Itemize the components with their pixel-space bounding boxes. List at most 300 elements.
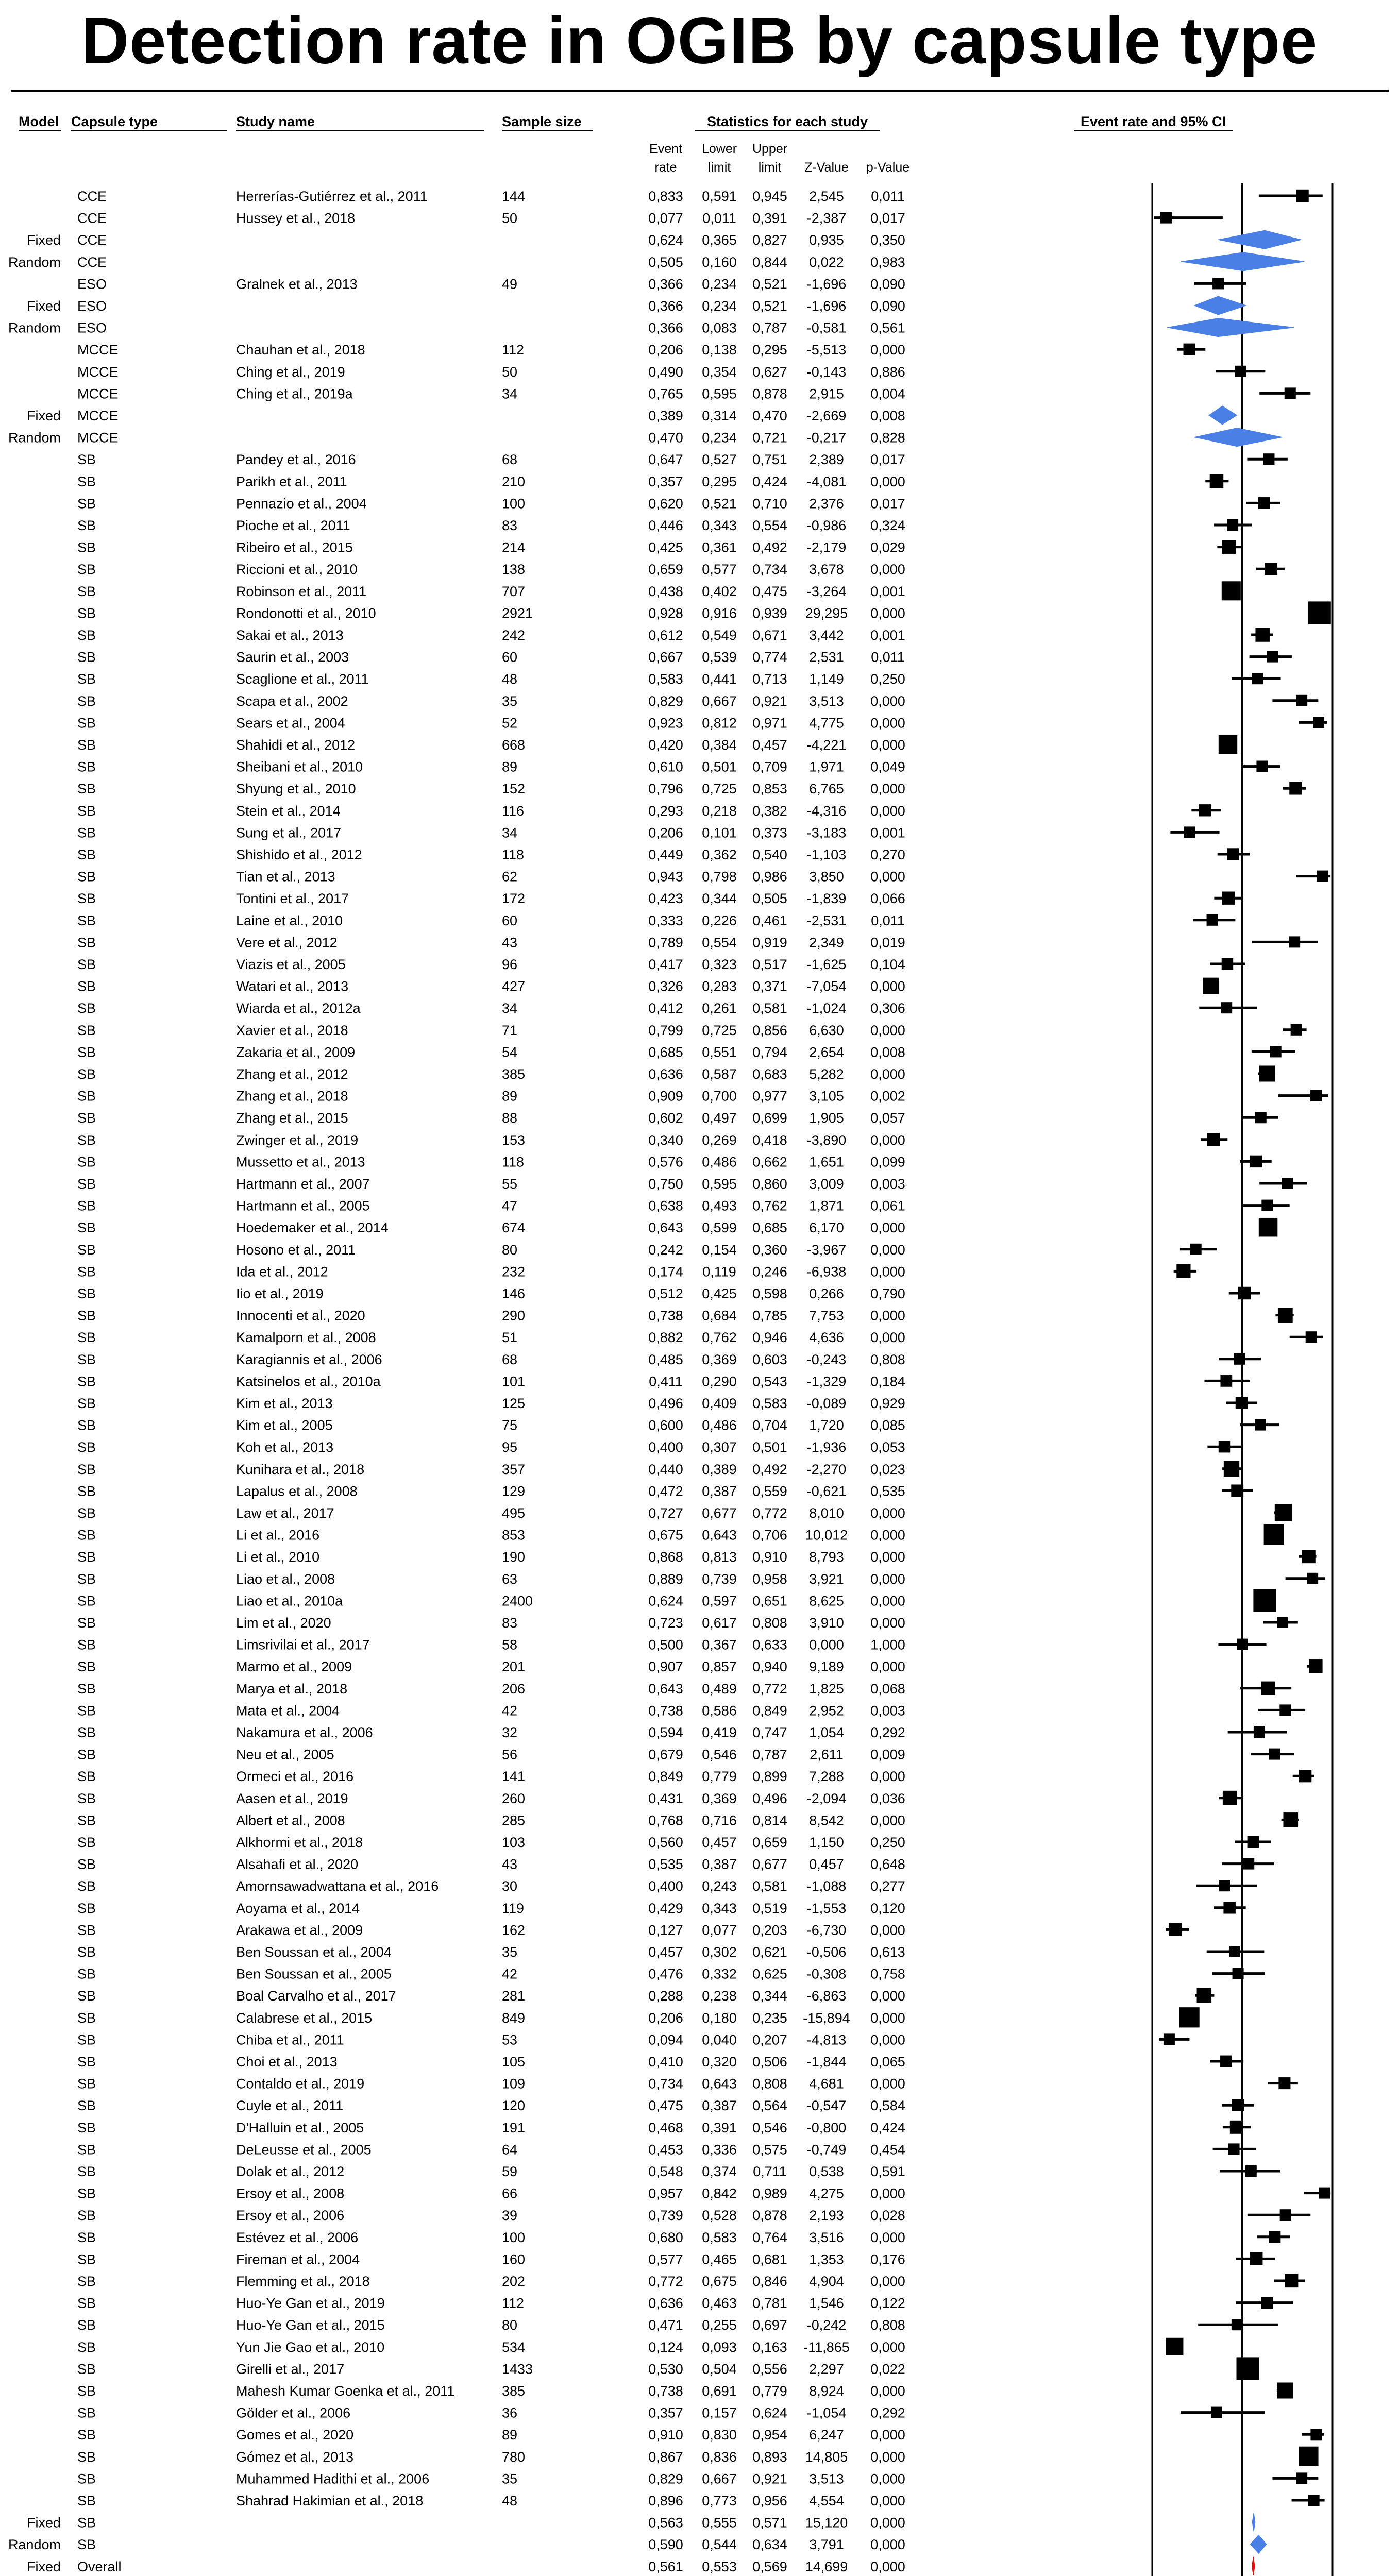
- effect-square: [1289, 936, 1300, 947]
- row-model: Random: [8, 320, 61, 336]
- row-z-value: 9,189: [809, 1659, 844, 1675]
- row-capsule-type: SB: [77, 2339, 96, 2355]
- row-study-name: Marya et al., 2018: [236, 1681, 348, 1697]
- row-study-name: Tontini et al., 2017: [236, 891, 349, 907]
- row-p-value: 0,983: [870, 254, 905, 270]
- row-study-name: Huo-Ye Gan et al., 2015: [236, 2317, 385, 2333]
- row-sample-size: 120: [502, 2098, 526, 2114]
- effect-square: [1306, 1331, 1317, 1343]
- row-capsule-type: MCCE: [77, 342, 119, 358]
- row-sample-size: 201: [502, 1659, 526, 1675]
- row-z-value: 1,905: [809, 1110, 844, 1126]
- row-lower-limit: 0,486: [702, 1417, 737, 1433]
- row-capsule-type: SB: [77, 2493, 96, 2509]
- row-event-rate: 0,768: [648, 1812, 683, 1828]
- row-z-value: -6,938: [806, 1264, 847, 1280]
- row-model: Random: [8, 2537, 61, 2553]
- row-event-rate: 0,789: [648, 935, 683, 951]
- row-model: Random: [8, 430, 61, 446]
- row-event-rate: 0,389: [648, 408, 683, 423]
- row-z-value: 15,120: [805, 2515, 848, 2531]
- row-capsule-type: SB: [77, 2449, 96, 2465]
- row-event-rate: 0,357: [648, 473, 683, 489]
- row-event-rate: 0,449: [648, 847, 683, 862]
- effect-square: [1176, 1264, 1190, 1278]
- row-z-value: -2,531: [806, 912, 847, 928]
- row-p-value: 0,000: [870, 2449, 905, 2465]
- row-p-value: 0,068: [870, 1681, 905, 1697]
- row-z-value: 3,678: [809, 562, 844, 578]
- row-event-rate: 0,889: [648, 1571, 683, 1587]
- effect-square: [1250, 1156, 1262, 1167]
- effect-square: [1234, 1353, 1245, 1365]
- row-capsule-type: SB: [77, 1747, 96, 1762]
- row-p-value: 0,104: [870, 957, 905, 972]
- row-sample-size: 260: [502, 1790, 526, 1806]
- effect-square: [1210, 474, 1224, 488]
- row-z-value: 1,720: [809, 1417, 844, 1433]
- row-event-rate: 0,643: [648, 1220, 683, 1236]
- row-lower-limit: 0,344: [702, 891, 737, 907]
- row-event-rate: 0,583: [648, 671, 683, 687]
- row-upper-limit: 0,772: [752, 1681, 787, 1697]
- row-lower-limit: 0,675: [702, 2274, 737, 2289]
- row-p-value: 0,000: [870, 1549, 905, 1565]
- row-capsule-type: SB: [77, 1681, 96, 1697]
- row-capsule-type: SB: [77, 2274, 96, 2289]
- row-p-value: 0,017: [870, 496, 905, 512]
- effect-square: [1269, 1749, 1280, 1760]
- row-event-rate: 0,446: [648, 518, 683, 533]
- row-sample-size: 66: [502, 2185, 518, 2201]
- row-event-rate: 0,600: [648, 1417, 683, 1433]
- row-upper-limit: 0,685: [752, 1220, 787, 1236]
- row-capsule-type: SB: [77, 1769, 96, 1785]
- row-p-value: 0,000: [870, 2427, 905, 2443]
- row-study-name: Mussetto et al., 2013: [236, 1154, 365, 1170]
- row-capsule-type: SB: [77, 649, 96, 665]
- row-capsule-type: SB: [77, 2295, 96, 2311]
- row-sample-size: 2400: [502, 1593, 533, 1609]
- row-upper-limit: 0,554: [752, 518, 787, 533]
- row-p-value: 0,023: [870, 1461, 905, 1477]
- row-study-name: Xavier et al., 2018: [236, 1022, 348, 1038]
- row-lower-limit: 0,269: [702, 1132, 737, 1148]
- row-sample-size: 2921: [502, 605, 533, 621]
- row-study-name: Laine et al., 2010: [236, 912, 343, 928]
- row-sample-size: 116: [502, 803, 525, 819]
- row-sample-size: 112: [502, 2295, 525, 2311]
- row-upper-limit: 0,659: [752, 1835, 787, 1850]
- row-study-name: Ben Soussan et al., 2004: [236, 1944, 392, 1960]
- row-z-value: -3,183: [806, 825, 847, 841]
- row-z-value: 8,542: [809, 1812, 844, 1828]
- effect-square: [1308, 2495, 1320, 2506]
- row-capsule-type: MCCE: [77, 408, 119, 423]
- row-event-rate: 0,772: [648, 2274, 683, 2289]
- row-study-name: Pandey et al., 2016: [236, 452, 356, 468]
- row-study-name: Hosono et al., 2011: [236, 1242, 356, 1258]
- row-event-rate: 0,624: [648, 1593, 683, 1609]
- row-event-rate: 0,077: [648, 210, 683, 226]
- row-z-value: 1,054: [809, 1725, 844, 1740]
- row-upper-limit: 0,764: [752, 2229, 787, 2245]
- row-sample-size: 58: [502, 1637, 518, 1653]
- row-event-rate: 0,333: [648, 912, 683, 928]
- row-z-value: 3,009: [809, 1176, 844, 1192]
- effect-square: [1227, 848, 1239, 860]
- row-study-name: Kim et al., 2005: [236, 1417, 333, 1433]
- row-event-rate: 0,485: [648, 1351, 683, 1367]
- row-p-value: 0,009: [870, 1747, 905, 1762]
- row-upper-limit: 0,203: [752, 1922, 787, 1938]
- row-lower-limit: 0,830: [702, 2427, 737, 2443]
- row-study-name: Viazis et al., 2005: [236, 957, 346, 972]
- effect-square: [1238, 1287, 1251, 1299]
- row-capsule-type: SB: [77, 2208, 96, 2224]
- row-capsule-type: CCE: [77, 210, 107, 226]
- row-p-value: 0,000: [870, 2471, 905, 2487]
- row-event-rate: 0,411: [649, 1374, 683, 1389]
- row-sample-size: 54: [502, 1044, 518, 1060]
- effect-square: [1232, 2099, 1244, 2111]
- row-event-rate: 0,127: [648, 1922, 683, 1938]
- row-lower-limit: 0,101: [702, 825, 737, 841]
- row-study-name: Shishido et al., 2012: [236, 847, 362, 862]
- row-upper-limit: 0,621: [752, 1944, 787, 1960]
- effect-square: [1253, 1589, 1276, 1612]
- row-lower-limit: 0,367: [702, 1637, 737, 1653]
- row-p-value: 0,929: [870, 1396, 905, 1411]
- row-capsule-type: SB: [77, 1286, 96, 1301]
- row-p-value: 0,000: [870, 473, 905, 489]
- effect-square: [1307, 1573, 1318, 1584]
- row-upper-limit: 0,779: [752, 2383, 787, 2399]
- row-capsule-type: SB: [77, 2010, 96, 2026]
- row-p-value: 1,000: [870, 1637, 905, 1653]
- row-study-name: Saurin et al., 2003: [236, 649, 349, 665]
- row-p-value: 0,000: [870, 1922, 905, 1938]
- row-lower-limit: 0,501: [702, 759, 737, 775]
- row-capsule-type: SB: [77, 1001, 96, 1016]
- row-z-value: 1,546: [809, 2295, 844, 2311]
- row-z-value: -1,844: [806, 2054, 847, 2070]
- row-study-name: Gomes et al., 2020: [236, 2427, 354, 2443]
- row-upper-limit: 0,844: [752, 254, 787, 270]
- row-study-name: Ching et al., 2019: [236, 364, 345, 380]
- row-z-value: 29,295: [805, 605, 848, 621]
- row-z-value: 0,538: [809, 2164, 844, 2179]
- row-event-rate: 0,796: [648, 781, 683, 797]
- row-event-rate: 0,738: [648, 1308, 683, 1324]
- header-study-name: Study name: [236, 114, 315, 129]
- row-capsule-type: SB: [77, 2076, 96, 2092]
- row-sample-size: 242: [502, 628, 526, 643]
- row-capsule-type: SB: [77, 1549, 96, 1565]
- row-p-value: 0,000: [870, 2558, 905, 2574]
- row-sample-size: 118: [502, 847, 525, 862]
- row-p-value: 0,000: [870, 1132, 905, 1148]
- row-capsule-type: SB: [77, 1176, 96, 1192]
- row-study-name: Nakamura et al., 2006: [236, 1725, 373, 1740]
- row-upper-limit: 0,774: [752, 649, 787, 665]
- row-p-value: 0,017: [870, 452, 905, 468]
- row-event-rate: 0,496: [648, 1396, 683, 1411]
- row-p-value: 0,277: [870, 1878, 905, 1894]
- row-lower-limit: 0,320: [702, 2054, 737, 2070]
- row-upper-limit: 0,501: [752, 1439, 787, 1455]
- row-lower-limit: 0,234: [702, 276, 737, 292]
- row-upper-limit: 0,762: [752, 1198, 787, 1214]
- row-z-value: 2,531: [809, 649, 844, 665]
- row-event-rate: 0,612: [648, 628, 683, 643]
- row-lower-limit: 0,842: [702, 2185, 737, 2201]
- row-event-rate: 0,907: [648, 1659, 683, 1675]
- row-p-value: 0,000: [870, 1988, 905, 2004]
- row-lower-limit: 0,336: [702, 2142, 737, 2158]
- row-study-name: Rondonotti et al., 2010: [236, 605, 376, 621]
- row-p-value: 0,424: [870, 2120, 905, 2136]
- row-lower-limit: 0,549: [702, 628, 737, 643]
- row-event-rate: 0,624: [648, 232, 683, 248]
- row-z-value: 8,625: [809, 1593, 844, 1609]
- row-study-name: Shahrad Hakimian et al., 2018: [236, 2493, 424, 2509]
- row-p-value: 0,008: [870, 408, 905, 423]
- row-p-value: 0,008: [870, 1044, 905, 1060]
- row-sample-size: 138: [502, 562, 526, 578]
- row-study-name: Parikh et al., 2011: [236, 473, 347, 489]
- row-p-value: 0,591: [870, 2164, 905, 2179]
- row-event-rate: 0,512: [648, 1286, 683, 1301]
- row-lower-limit: 0,157: [702, 2405, 737, 2421]
- row-sample-size: 83: [502, 1615, 518, 1631]
- row-event-rate: 0,423: [648, 891, 683, 907]
- row-sample-size: 95: [502, 1439, 518, 1455]
- row-sample-size: 112: [502, 342, 525, 358]
- row-sample-size: 119: [502, 1900, 525, 1916]
- summary-diamond: [1209, 406, 1237, 425]
- row-lower-limit: 0,332: [702, 1966, 737, 1982]
- row-upper-limit: 0,721: [752, 430, 787, 446]
- row-upper-limit: 0,709: [752, 759, 787, 775]
- row-sample-size: 849: [502, 2010, 526, 2026]
- row-upper-limit: 0,546: [752, 2120, 787, 2136]
- row-z-value: -0,217: [806, 430, 847, 446]
- row-study-name: Katsinelos et al., 2010a: [236, 1374, 381, 1389]
- row-z-value: 4,275: [809, 2185, 844, 2201]
- row-capsule-type: SB: [77, 496, 96, 512]
- effect-square: [1223, 1791, 1237, 1805]
- row-study-name: Shahidi et al., 2012: [236, 737, 356, 753]
- row-event-rate: 0,765: [648, 386, 683, 402]
- row-p-value: 0,036: [870, 1790, 905, 1806]
- row-p-value: 0,049: [870, 759, 905, 775]
- effect-square: [1211, 2407, 1222, 2418]
- effect-square: [1254, 1726, 1265, 1738]
- row-sample-size: 52: [502, 715, 518, 731]
- row-lower-limit: 0,521: [702, 496, 737, 512]
- row-p-value: 0,000: [870, 1264, 905, 1280]
- row-study-name: Koh et al., 2013: [236, 1439, 334, 1455]
- row-sample-size: 357: [502, 1461, 526, 1477]
- row-lower-limit: 0,528: [702, 2208, 737, 2224]
- row-upper-limit: 0,246: [752, 1264, 787, 1280]
- effect-square: [1248, 1836, 1259, 1848]
- row-event-rate: 0,620: [648, 496, 683, 512]
- header-z-value: Z-Value: [804, 160, 849, 175]
- row-z-value: 6,765: [809, 781, 844, 797]
- row-capsule-type: SB: [77, 2142, 96, 2158]
- row-upper-limit: 0,827: [752, 232, 787, 248]
- row-capsule-type: SB: [77, 1835, 96, 1850]
- row-lower-limit: 0,691: [702, 2383, 737, 2399]
- row-upper-limit: 0,559: [752, 1483, 787, 1499]
- row-sample-size: 68: [502, 452, 518, 468]
- row-z-value: 6,630: [809, 1022, 844, 1038]
- row-p-value: 0,270: [870, 847, 905, 862]
- row-z-value: -0,547: [806, 2098, 847, 2114]
- effect-square: [1263, 453, 1274, 465]
- row-z-value: 2,193: [809, 2208, 844, 2224]
- effect-square: [1296, 2472, 1307, 2484]
- row-upper-limit: 0,699: [752, 1110, 787, 1126]
- row-event-rate: 0,923: [648, 715, 683, 731]
- row-sample-size: 191: [502, 2120, 526, 2136]
- row-study-name: Gölder et al., 2006: [236, 2405, 351, 2421]
- row-z-value: 2,297: [809, 2361, 844, 2377]
- row-capsule-type: SB: [77, 1922, 96, 1938]
- effect-square: [1236, 1397, 1248, 1409]
- row-sample-size: 48: [502, 2493, 518, 2509]
- row-study-name: Alkhormi et al., 2018: [236, 1835, 363, 1850]
- row-capsule-type: SB: [77, 1790, 96, 1806]
- row-p-value: 0,004: [870, 386, 905, 402]
- row-lower-limit: 0,489: [702, 1681, 737, 1697]
- row-p-value: 0,000: [870, 869, 905, 885]
- row-study-name: Lapalus et al., 2008: [236, 1483, 358, 1499]
- row-study-name: Li et al., 2016: [236, 1527, 320, 1543]
- row-study-name: Wiarda et al., 2012a: [236, 1001, 361, 1016]
- summary-diamond: [1194, 428, 1282, 447]
- row-lower-limit: 0,836: [702, 2449, 737, 2465]
- effect-square: [1222, 958, 1233, 970]
- row-sample-size: 495: [502, 1505, 526, 1521]
- effect-square: [1223, 1902, 1235, 1913]
- row-z-value: 1,971: [809, 759, 844, 775]
- row-p-value: 0,000: [870, 562, 905, 578]
- row-study-name: Muhammed Hadithi et al., 2006: [236, 2471, 430, 2487]
- row-z-value: 3,921: [809, 1571, 844, 1587]
- row-event-rate: 0,909: [648, 1088, 683, 1104]
- effect-square: [1317, 871, 1328, 882]
- row-event-rate: 0,438: [648, 583, 683, 599]
- row-capsule-type: SB: [77, 1220, 96, 1236]
- row-z-value: 7,753: [809, 1308, 844, 1324]
- effect-square: [1277, 1617, 1288, 1628]
- row-lower-limit: 0,361: [702, 539, 737, 555]
- row-lower-limit: 0,387: [702, 2098, 737, 2114]
- row-upper-limit: 0,751: [752, 452, 787, 468]
- row-capsule-type: SB: [77, 1396, 96, 1411]
- row-study-name: Gómez et al., 2013: [236, 2449, 354, 2465]
- row-z-value: -4,221: [806, 737, 847, 753]
- row-event-rate: 0,680: [648, 2229, 683, 2245]
- row-capsule-type: SB: [77, 1439, 96, 1455]
- row-upper-limit: 0,711: [753, 2164, 787, 2179]
- row-sample-size: 146: [502, 1286, 526, 1301]
- row-p-value: 0,000: [870, 1308, 905, 1324]
- row-sample-size: 129: [502, 1483, 526, 1499]
- row-lower-limit: 0,302: [702, 1944, 737, 1960]
- row-sample-size: 144: [502, 189, 526, 204]
- row-event-rate: 0,636: [648, 2295, 683, 2311]
- row-event-rate: 0,429: [648, 1900, 683, 1916]
- row-p-value: 0,454: [870, 2142, 905, 2158]
- row-upper-limit: 0,163: [752, 2339, 787, 2355]
- row-p-value: 0,000: [870, 715, 905, 731]
- header-event-rate: rate: [654, 160, 677, 175]
- row-lower-limit: 0,243: [702, 1878, 737, 1894]
- row-capsule-type: SB: [77, 847, 96, 862]
- row-event-rate: 0,727: [648, 1505, 683, 1521]
- row-event-rate: 0,738: [648, 2383, 683, 2399]
- row-sample-size: 1433: [502, 2361, 533, 2377]
- row-z-value: -5,513: [806, 342, 847, 358]
- row-p-value: 0,011: [871, 912, 905, 928]
- row-p-value: 0,808: [870, 1351, 905, 1367]
- row-upper-limit: 0,569: [752, 2558, 787, 2574]
- row-sample-size: 210: [502, 473, 526, 489]
- row-p-value: 0,090: [870, 276, 905, 292]
- row-upper-limit: 0,704: [752, 1417, 787, 1433]
- row-z-value: -11,865: [803, 2339, 850, 2355]
- row-capsule-type: SB: [77, 2120, 96, 2136]
- row-study-name: Dolak et al., 2012: [236, 2164, 345, 2179]
- row-study-name: Alsahafi et al., 2020: [236, 1856, 359, 1872]
- row-study-name: Zwinger et al., 2019: [236, 1132, 359, 1148]
- row-capsule-type: SB: [77, 759, 96, 775]
- row-upper-limit: 0,808: [752, 2076, 787, 2092]
- row-capsule-type: SB: [77, 583, 96, 599]
- header-event-rate-line1: Event: [649, 142, 682, 156]
- row-lower-limit: 0,465: [702, 2251, 737, 2267]
- row-upper-limit: 0,575: [752, 2142, 787, 2158]
- row-upper-limit: 0,710: [752, 496, 787, 512]
- row-sample-size: 34: [502, 1001, 518, 1016]
- effect-square: [1259, 1218, 1278, 1237]
- effect-square: [1270, 1046, 1282, 1057]
- row-upper-limit: 0,662: [752, 1154, 787, 1170]
- row-lower-limit: 0,597: [702, 1593, 737, 1609]
- row-event-rate: 0,590: [648, 2537, 683, 2553]
- row-sample-size: 48: [502, 671, 518, 687]
- row-p-value: 0,000: [870, 2229, 905, 2245]
- row-capsule-type: SB: [77, 1856, 96, 1872]
- row-p-value: 0,292: [870, 2405, 905, 2421]
- row-study-name: Calabrese et al., 2015: [236, 2010, 373, 2026]
- row-upper-limit: 0,603: [752, 1351, 787, 1367]
- row-lower-limit: 0,387: [702, 1856, 737, 1872]
- row-lower-limit: 0,387: [702, 1483, 737, 1499]
- row-z-value: 3,442: [809, 628, 844, 643]
- row-sample-size: 35: [502, 1944, 518, 1960]
- row-p-value: 0,000: [870, 1022, 905, 1038]
- effect-square: [1220, 2056, 1232, 2067]
- row-z-value: -2,270: [806, 1461, 847, 1477]
- row-event-rate: 0,490: [648, 364, 683, 380]
- row-study-name: Law et al., 2017: [236, 1505, 334, 1521]
- row-z-value: -4,813: [806, 2032, 847, 2048]
